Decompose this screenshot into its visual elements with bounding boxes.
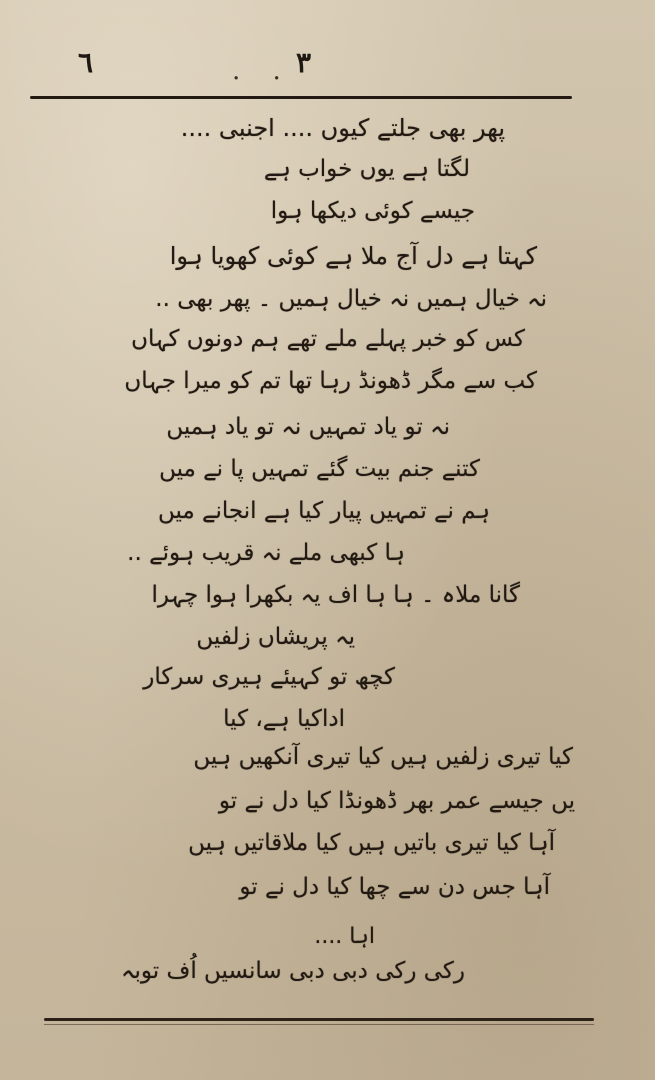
text-line: کچھ تو کہیئے ہیری سرکار	[143, 664, 395, 690]
text-line: یں جیسے عمر بھر ڈھونڈا کیا دل نے تو	[218, 788, 575, 814]
text-line: رکی رکی دبی دبی سانسیں اُف توبہ	[121, 958, 465, 984]
bottom-rule	[44, 1018, 594, 1021]
text-line: ہم نے تمہیں پیار کیا ہے انجانے میں	[157, 498, 490, 524]
bottom-rule-thin	[44, 1024, 594, 1025]
text-line: گانا ملاہ ۔ ہا ہا اف یہ بکھرا ہوا چہرا	[151, 582, 520, 608]
page-number-center: ٣	[296, 46, 312, 79]
text-line: یہ پریشاں زلفیں	[196, 624, 355, 650]
text-line: جیسے کوئی دیکھا ہوا	[270, 198, 475, 224]
text-line: کیا تیری زلفیں ہیں کیا تیری آنکھیں ہیں	[193, 744, 573, 770]
text-line: کب سے مگر ڈھونڈ رہا تھا تم کو میرا جہاں	[124, 368, 537, 394]
text-line: آہا جس دن سے چھا کیا دل نے تو	[239, 874, 550, 900]
text-line: نہ تو یاد تمہیں نہ تو یاد ہمیں	[166, 414, 450, 440]
text-line: پھر بھی جلتے کیوں .... اجنبی ....	[180, 114, 505, 142]
page-number-left: ٦	[78, 46, 94, 79]
text-line: کتنے جنم بیت گئے تمہیں پا نے میں	[159, 456, 480, 482]
text-line: آہا کیا تیری باتیں ہیں کیا ملاقاتیں ہیں	[188, 830, 555, 856]
text-line: کہتا ہے دل آج ملا ہے کوئی کھویا ہوا	[169, 242, 537, 270]
text-line: اداکیا ہے، کیا	[223, 706, 345, 732]
text-line: ہا کبھی ملے نہ قریب ہوئے ..	[127, 540, 405, 566]
text-line: لگتا ہے یوں خواب ہے	[263, 156, 470, 182]
text-line: کس کو خبر پہلے ملے تھے ہم دونوں کہاں	[131, 326, 525, 352]
text-line: نہ خیال ہمیں نہ خیال ہمیں ۔ پھر بھی ..	[155, 286, 547, 312]
text-line: اہا ....	[314, 924, 375, 949]
header-dots: . .	[232, 56, 293, 86]
